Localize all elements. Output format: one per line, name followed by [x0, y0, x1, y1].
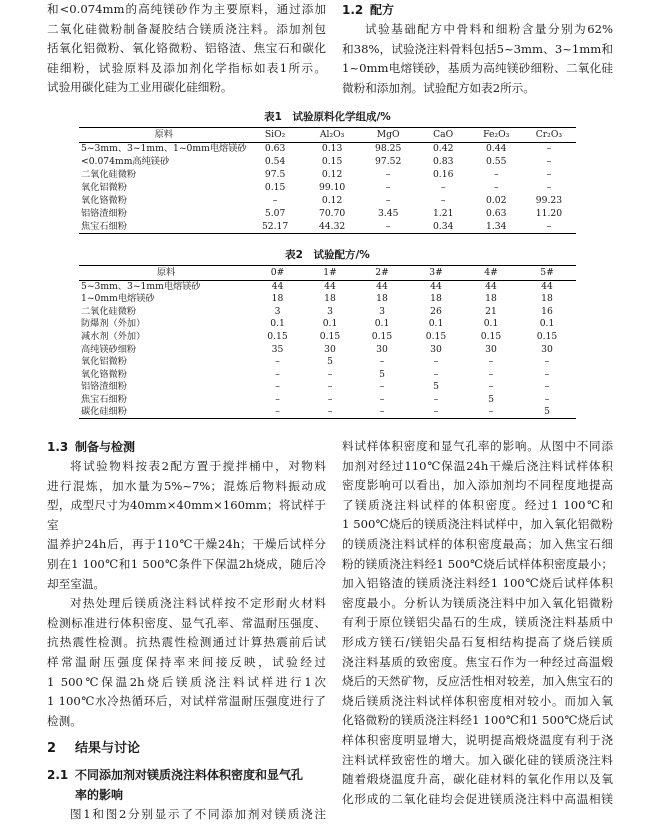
table-cell: 44 [376, 280, 388, 292]
table-cell: 0.1 [374, 318, 390, 330]
table-cell: 5 [433, 381, 439, 393]
table-cell: 氧化铬微粉 [81, 368, 127, 380]
table-cell: 0.54 [264, 155, 286, 167]
table-cell: 0.44 [486, 143, 507, 155]
paragraph-line: 加剂对经过110℃保温24h干燥后浇注料试样体积 [342, 458, 613, 473]
paragraph-line: 加入铝铬渣的镁质浇注料经1 100℃烧后试样体积 [342, 576, 613, 591]
paragraph-line: 硅细粉，试验原料及添加剂化学指标如表1所示。 [47, 60, 326, 75]
column-header: 原料 [156, 267, 176, 278]
table-cell: 5 [488, 393, 494, 405]
paragraph-line: 和38%，试验浇注料骨料包括5~3mm、3~1mm和 [342, 41, 613, 56]
table-cell: 0.63 [264, 143, 286, 155]
table-cell: 3 [327, 305, 333, 317]
paragraph-line: 图1和图2分别显示了不同添加剂对镁质浇注 [70, 807, 326, 822]
table-cell: 18 [271, 293, 284, 305]
table-cell: 0.15 [267, 330, 288, 342]
table-cell: 44 [541, 280, 553, 292]
table-cell: – [488, 381, 494, 393]
table-cell: – [488, 368, 494, 380]
table-row [79, 343, 576, 356]
paragraph-line: 1~0mm电熔镁砂，基质为高纯镁砂细粉、二氧化硅 [342, 61, 613, 76]
table-cell: 18 [324, 293, 336, 305]
paragraph-line: 有利于原位镁铝尖晶石的生成，镁质浇注料基质中 [342, 615, 613, 630]
table-cell: – [546, 155, 552, 167]
column-header: Al₂O₃ [319, 129, 345, 140]
table-cell: – [433, 406, 439, 418]
column-header: 原料 [154, 129, 173, 140]
table-cell: 21 [485, 305, 497, 317]
top-left-text [47, 0, 326, 98]
paragraph-line: 烧后镁质浇注料试样体积密度相对较小。而加入氧 [342, 693, 613, 708]
table-cell: – [275, 368, 280, 380]
table-cell: – [275, 381, 280, 393]
paragraph-line: 形成方镁石/镁铝尖晶石复相结构提高了烧后镁质 [342, 634, 613, 649]
table-row [79, 220, 576, 233]
table-cell: 0.15 [264, 181, 286, 193]
table-cell: 0.63 [486, 207, 507, 219]
paragraph-line: 密度最小。分析认为镁质浇注料中加入氧化铝微粉 [342, 595, 613, 610]
section-heading-2-1 [47, 765, 326, 785]
table-row [79, 142, 576, 155]
paragraph-line: 检测。 [47, 713, 82, 728]
paragraph-line: 抗热震性检测。抗热震性检测通过计算热震前后试 [47, 635, 326, 650]
table-cell: 97.5 [264, 168, 286, 180]
table-cell: – [488, 356, 494, 368]
table-cell: 30 [376, 343, 388, 355]
table-cell: 0.1 [322, 318, 338, 330]
paragraph-line: 的镁质浇注料试样的体积密度最高；加入焦宝石细 [342, 536, 613, 551]
paragraph-line: 和<0.074mm的高纯镁砂作为主要原料，通过添加 [47, 2, 326, 16]
table-cell: 30 [541, 343, 553, 355]
section-number: 1.3 [47, 440, 69, 454]
paragraph-line: 烧后的天然矿物，反应活性相对较差，加入焦宝石的 [342, 674, 613, 689]
table-row [79, 381, 576, 394]
table-cell: 0.1 [483, 318, 499, 330]
table-cell: – [327, 406, 333, 418]
section-number: 1.2 [342, 3, 364, 17]
paragraph-line: 密度影响可以看出，加入添加剂均不同程度地提高 [342, 478, 613, 493]
table-cell: 0.16 [432, 168, 454, 180]
table-cell: – [544, 356, 550, 368]
table-cell: – [544, 393, 550, 405]
table-cell: – [440, 194, 446, 206]
table-cell: 30 [485, 343, 497, 355]
table-cell: – [440, 181, 446, 193]
table-cell: 16 [541, 305, 553, 317]
table-cell: – [327, 368, 333, 380]
paragraph-line: 浇注料基质的致密度。焦宝石作为一种经过高温煅 [342, 654, 613, 669]
table-cell: – [546, 220, 552, 232]
table-cell: 碳化硅细粉 [81, 406, 127, 418]
section-title: 不同添加剂对镁质浇注料体积密度和显气孔 [75, 768, 304, 783]
table-cell: 1.34 [486, 220, 507, 232]
table-cell: 焦宝石细粉 [81, 220, 127, 232]
table-cell: 高纯镁砂细粉 [81, 343, 137, 355]
column-header: 1# [323, 267, 337, 278]
table-row [79, 393, 576, 406]
formula-table [79, 265, 576, 419]
section-number: 2.1 [47, 768, 69, 783]
table-cell: – [546, 181, 552, 193]
table-cell: 0.13 [321, 143, 343, 155]
table-cell: 30 [430, 343, 442, 355]
table-row [79, 155, 576, 168]
table-cell: 铝铬渣细粉 [81, 207, 127, 219]
table-cell: – [379, 381, 385, 393]
table-cell: 44 [324, 280, 336, 292]
paragraph-line: 别在1 100℃和1 500℃条件下保温2h烧成，随后冷 [47, 556, 326, 571]
table-cell: 5.07 [264, 207, 286, 219]
paragraph-line: 型，成型尺寸为40mm×40mm×160mm；将试样于室 [47, 498, 326, 532]
paragraph-line: 1 500℃烧后的镁质浇注料试样中，加入氧化铝微粉 [342, 517, 613, 532]
column-header: Fe₂O₃ [483, 129, 510, 140]
table-2 [79, 248, 576, 419]
table-cell: 0.12 [321, 168, 343, 180]
section-title: 配方 [370, 3, 395, 17]
table-cell: 铝铬渣细粉 [81, 381, 127, 393]
table-cell: 35 [271, 343, 284, 355]
table-cell: 0.34 [432, 220, 454, 232]
table-cell: 二氧化硅微粉 [81, 168, 137, 180]
table-cell: – [433, 356, 439, 368]
table-cell: 70.70 [318, 207, 346, 219]
table-row [79, 368, 576, 381]
table-cell: 11.20 [535, 207, 563, 219]
column-header: Cr₂O₃ [535, 129, 563, 140]
table-caption: 表2 试验配方/% [285, 249, 370, 261]
table-cell: 0.1 [539, 318, 555, 330]
section-title: 制备与检测 [75, 440, 136, 454]
paragraph-line: 样常温耐压强度保持率来间接反映，试验经过 [47, 654, 326, 669]
table-cell: – [546, 143, 552, 155]
table-cell: 3 [274, 305, 281, 317]
table-cell: 44.32 [318, 220, 346, 232]
column-header: CaO [433, 129, 454, 140]
paragraph-line: 微粉和添加剂。试验配方如表2所示。 [342, 80, 535, 95]
paragraph-line: 温养护24h后，再于110℃干燥24h；干燥后试样分 [47, 537, 326, 552]
paragraph-line: 试验基础配方中骨料和细粉含量分别为62% [365, 22, 613, 36]
table-cell: 5 [379, 368, 385, 380]
table-cell: 99.23 [535, 194, 563, 206]
column-header: MgO [376, 129, 400, 140]
table-cell: – [385, 168, 391, 180]
paragraph-line: 检测标准进行体积密度、显气孔率、常温耐压强度、 [47, 615, 326, 630]
table-cell: – [385, 220, 391, 232]
table-cell: 44 [430, 280, 442, 292]
table-cell: 0.15 [536, 330, 558, 342]
paragraph-line: 化铬微粉的镁质浇注料经1 100℃和1 500℃烧后试 [342, 713, 613, 728]
table-cell: 减水剂（外加） [81, 330, 146, 342]
table-row [79, 330, 576, 343]
section-title: 结果与讨论 [75, 741, 141, 757]
table-cell: 0.02 [486, 194, 507, 206]
table-cell: 氧化铬微粉 [81, 194, 127, 206]
paragraph-line: 二氧化硅微粉制备凝胶结合镁质浇注料。添加剂包 [47, 21, 326, 36]
table-cell: – [544, 368, 550, 380]
table-cell: <0.074mm高纯镁砂 [81, 155, 170, 167]
paragraph-line: 对热处理后镁质浇注料试样按不定形耐火材料 [70, 596, 326, 611]
table-cell: 3 [379, 305, 385, 317]
section-heading-2-1-cont [47, 785, 326, 805]
bottom-left-text [47, 437, 326, 825]
table-cell: – [544, 381, 550, 393]
paragraph-line: 将试验物料按表2配方置于搅拌桶中，对物料 [70, 459, 326, 473]
table-row [79, 305, 576, 318]
table-cell: – [379, 356, 385, 368]
table-cell: 0.12 [321, 194, 343, 206]
table-row [79, 318, 576, 331]
paragraph-line: 粉的镁质浇注料经1 500℃烧后试样体积密度最小； [342, 556, 613, 571]
table-cell: 焦宝石细粉 [81, 393, 127, 405]
table-header-row [79, 266, 576, 281]
table-cell: 0.42 [432, 143, 454, 155]
table-cell: 二氧化硅微粉 [81, 305, 137, 317]
table-cell: 0.15 [371, 330, 393, 342]
top-right-text [342, 0, 613, 98]
table-cell: 18 [485, 293, 497, 305]
table-row [79, 356, 576, 369]
table-cell: – [379, 406, 385, 418]
table-row [79, 181, 576, 194]
table-cell: 1~0mm电熔镁砂 [81, 293, 155, 305]
table-cell: – [275, 406, 280, 418]
table-cell: 98.25 [375, 143, 402, 155]
chemical-composition-table [79, 127, 576, 234]
table-cell: 44 [271, 280, 284, 292]
table-cell: – [433, 368, 439, 380]
table-cell: 氧化铝微粉 [81, 181, 127, 193]
paragraph-line: 1 500℃保温2h烧后镁质浇注料试样进行1次 [47, 674, 326, 689]
column-header: 3# [429, 267, 443, 278]
table-row [79, 280, 576, 293]
table-cell: 5~3mm、3~1mm电熔镁砂 [81, 280, 201, 292]
paragraph-line: 进行混炼，加水量为5%~7%；混炼后物料振动成 [47, 478, 326, 493]
column-header: 2# [375, 267, 389, 278]
table-1 [79, 110, 576, 234]
section-number: 2 [47, 741, 57, 757]
table-row [79, 168, 576, 181]
paragraph-line: 括氧化铝微粉、氧化铬微粉、铝铬渣、焦宝石和碳化 [47, 41, 326, 56]
table-cell: – [546, 168, 552, 180]
table-cell: – [493, 181, 499, 193]
table-cell: 0.1 [270, 318, 285, 330]
table-cell: 0.15 [319, 330, 341, 342]
section-heading-2 [47, 739, 326, 759]
table-cell: 0.15 [321, 155, 343, 167]
paragraph-line: 注料试样致密性的增大。加入碳化硅的镁质浇注料 [342, 752, 613, 767]
table-cell: – [379, 393, 385, 405]
table-row [79, 293, 576, 306]
table-row [79, 207, 576, 220]
paragraph-line: 试验用碳化硅为工业用碳化硅细粉。 [47, 80, 233, 95]
table-cell: – [493, 168, 499, 180]
table-row [79, 194, 576, 207]
table-header-row [79, 128, 576, 143]
table-cell: 0.15 [480, 330, 502, 342]
table-cell: – [385, 194, 391, 206]
paragraph-line: 样体积密度明显增大，说明提高煅烧温度有利于浇 [342, 732, 613, 747]
table-cell: 18 [376, 293, 388, 305]
paragraph-line: 化形成的二氧化硅均会促进镁质浇注料中高温相镁 [342, 791, 613, 806]
table-cell: 18 [430, 293, 442, 305]
paragraph-line: 随着煅烧温度升高，碳化硅材料的氧化作用以及氧 [342, 772, 613, 787]
table-cell: 0.1 [428, 318, 444, 330]
table-cell: 44 [485, 280, 497, 292]
column-header: 0# [270, 267, 285, 278]
table-cell: 99.10 [318, 181, 346, 193]
table-cell: 5 [544, 406, 550, 418]
table-cell: – [327, 381, 333, 393]
table-cell: 5 [327, 356, 333, 368]
table-cell: – [275, 393, 280, 405]
table-cell: 5~3mm、3~1mm、1~0mm电熔镁砂 [81, 143, 247, 155]
table-row [79, 406, 576, 419]
bottom-right-text [342, 437, 613, 809]
table-cell: – [327, 393, 333, 405]
table-cell: 3.45 [377, 207, 399, 219]
table-cell: – [275, 356, 280, 368]
table-cell: 52.17 [261, 220, 289, 232]
section-heading-1-2 [342, 0, 613, 20]
table-cell: 0.83 [432, 155, 454, 167]
table-cell: 30 [324, 343, 336, 355]
table-cell: 氧化铝微粉 [81, 356, 127, 368]
section-title: 率的影响 [75, 788, 124, 803]
table-cell: 防爆剂（外加） [81, 318, 146, 330]
table-caption: 表1 试验原料化学组成/% [264, 111, 391, 123]
table-cell: 1.21 [432, 207, 454, 219]
column-header: 5# [540, 267, 554, 278]
table-cell: 0.15 [425, 330, 447, 342]
table-cell: 26 [430, 305, 442, 317]
table-cell: – [272, 194, 278, 206]
column-header: SiO₂ [264, 129, 286, 140]
table-cell: – [385, 181, 391, 193]
paragraph-line: 了镁质浇注料试样的体积密度。经过1 100℃和 [342, 497, 613, 512]
table-cell: 97.52 [375, 155, 402, 167]
column-header: 4# [484, 267, 498, 278]
table-cell: – [488, 406, 494, 418]
paragraph-line: 1 100℃水冷热循环后，对试样常温耐压强度进行了 [47, 694, 326, 709]
section-heading-1-3 [47, 437, 326, 457]
paragraph-line: 料试样体积密度和显气孔率的影响。从图中不同添 [342, 439, 613, 453]
paragraph-line: 却至室温。 [47, 576, 105, 591]
table-cell: 18 [541, 293, 553, 305]
table-cell: – [433, 393, 439, 405]
table-cell: 0.55 [486, 155, 507, 167]
